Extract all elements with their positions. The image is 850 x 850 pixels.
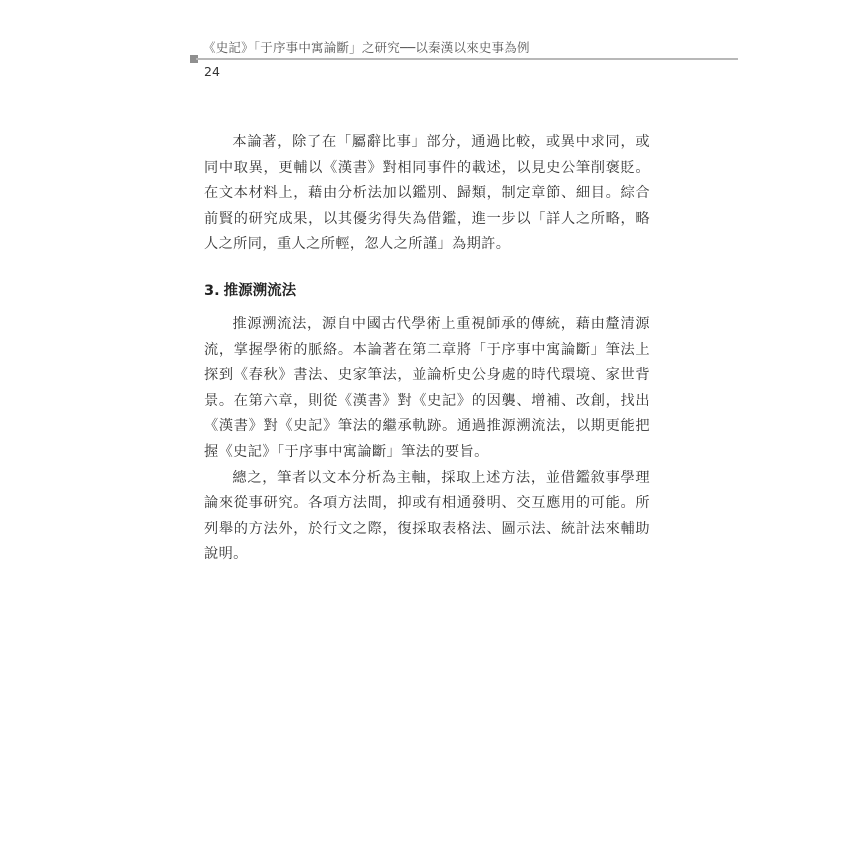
page-number: 24 — [204, 64, 220, 79]
body-paragraph-2: 推源溯流法，源自中國古代學術上重視師承的傳統，藉由釐清源流，掌握學術的脈絡。本論著在第二章將「于序事中寓論斷」筆法上探到《春秋》書法、史家筆法，並論析史公身處的時代環境、家世背景。在第六章，則從《漢書》對《史記》的因襲、增補、改創，找出《漢書》對《史記》筆法的繼承軌跡。通過推源溯流法，以期更能把握《史記》「于序事中寓論斷」筆法的要旨。 — [204, 315, 650, 460]
section-number: 3. — [204, 282, 220, 299]
body-paragraph-3: 總之，筆者以文本分析為主軸，採取上述方法，並借鑑敘事學理論來從事研究。各項方法間，抑或有相通發明、交互應用的可能。所列舉的方法外，於行文之際，復採取表格法、圖示法、統計法來輔助說明。 — [204, 469, 650, 563]
header-rule — [196, 58, 738, 60]
body-paragraph-1: 本論著，除了在「屬辭比事」部分，通過比較，或異中求同，或同中取異，更輔以《漢書》對相同事件的載述，以見史公筆削褒貶。在文本材料上，藉由分析法加以鑑別、歸類，制定章節、細目。綜合前賢的研究成果，以其優劣得失為借鑑，進一步以「詳人之所略，略人之所同，重人之所輕，忽人之所謹」為期許。 — [204, 134, 650, 253]
section-title: 推源溯流法 — [223, 282, 297, 299]
section-heading-3 — [204, 280, 650, 302]
running-header-title: 《史記》「于序事中寓論斷」之研究──以秦漢以來史事為例 — [203, 40, 530, 55]
page-body — [204, 130, 650, 568]
